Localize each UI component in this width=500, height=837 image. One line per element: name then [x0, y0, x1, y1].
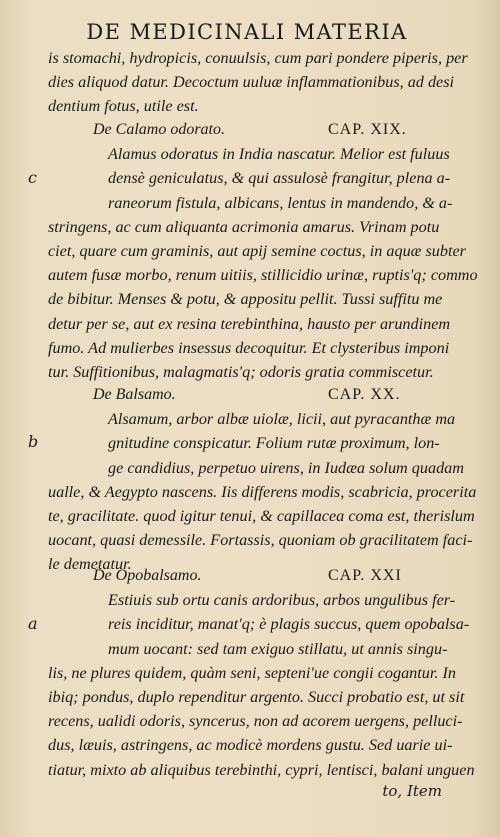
text-line: autem fusæ morbo, renum uitiis, stillicidio urinæ, ruptis'q; commo — [48, 266, 478, 285]
marginal-letter: b — [28, 432, 39, 451]
section-title: De Opobalsamo. — [93, 567, 202, 584]
marginal-letter: c — [28, 168, 37, 187]
text-line: reis inciditur, manat'q; è plagis succus, quem opobalsa- — [108, 615, 470, 634]
text-line: ge candidius, perpetuo uirens, in Iudæa solum quadam — [108, 458, 464, 477]
text-line: detur per se, aut ex resina terebinthina, hausto per arundinem — [48, 314, 451, 333]
text-line: de bibitur. Menses & potu, & appositu pellit. Tussi suffitu me — [48, 290, 443, 309]
text-line: densè geniculatus, & qui assulosè frangitur, plena a- — [108, 169, 451, 188]
section-heading — [48, 383, 463, 407]
text-line: Estiuis sub ortu canis ardoribus, arbos ungulibus fer- — [108, 591, 456, 610]
chapter-number: CAP. XIX. — [328, 121, 407, 138]
section-opobalsamo — [48, 564, 475, 782]
text-line: ualle, & Aegypto nascens. Iis differens modis, scabricia, procerita — [48, 482, 477, 501]
text-line: recens, ualidi odoris, syncerus, non ad acorem uergens, pelluci- — [48, 712, 463, 731]
section-heading — [48, 564, 463, 588]
text-line: Alamus odoratus in India nascatur. Melior est fuluus — [108, 145, 450, 164]
catchword: to, Item — [382, 782, 442, 800]
text-line: stringens, ac cum aliquanta acrimonia amarus. Vrinam potu — [48, 217, 440, 236]
text-line: mum uocant: sed tam exiguo stillatu, ut annis singu- — [108, 639, 448, 658]
text-line: tur. Suffitionibus, malagmatis'q; odoris gratia commiscetur. — [48, 362, 434, 381]
marginal-letter: a — [28, 614, 38, 633]
text-line: ibiq; pondus, duplo rependitur argento. Succi probatio est, ut sit — [48, 687, 465, 706]
text-line: dus, læuis, astringens, ac modicè mordens gustu. Sed uarie ui- — [48, 736, 453, 755]
text-line: lis, ne plures quidem, quàm seni, septeni'ue congii cogantur. In — [48, 663, 456, 682]
section-title: De Balsamo. — [93, 386, 176, 403]
section-balsamo — [48, 383, 477, 577]
text-line: dentium fotus, utile est. — [48, 97, 199, 116]
text-line: dies aliquod datur. Decoctum uuluæ inflammationibus, ad desi — [48, 73, 455, 92]
section-calamo — [48, 118, 478, 384]
section-title: De Calamo odorato. — [93, 121, 225, 138]
text-line: le demetatur. — [48, 555, 132, 574]
text-line: gnitudine conspicatur. Folium rutæ proximum, lon- — [108, 434, 440, 453]
text-line: te, gracilitate. quod igitur tenui, & capillacea coma est, therislum — [48, 506, 475, 525]
text-line: uocant, quasi demessile. Fortassis, quoniam ob gracilitatem faci- — [48, 531, 473, 550]
text-line: raneorum fistula, albicans, lentus in mandendo, & a- — [108, 193, 453, 212]
text-line: tiatur, mixto ab aliquibus terebinthi, cypri, lentisci, balani unguen — [48, 760, 475, 779]
running-head: DE MEDICINALI MATERIA — [86, 20, 408, 44]
text-line: fumo. Ad mulierbes insessus decoquitur. Et clysteribus imponi — [48, 338, 450, 357]
text-line: Alsamum, arbor albæ uiolæ, licii, aut pyracanthæ ma — [108, 410, 456, 429]
section-heading — [48, 118, 463, 142]
chapter-number: CAP. XX. — [328, 386, 401, 403]
text-line: is stomachi, hydropicis, conuulsis, cum pari pondere piperis, per — [48, 49, 468, 67]
text-line: ciet, quare cum graminis, aut apij semine coctus, in aquæ subter — [48, 241, 466, 260]
chapter-number: CAP. XXI — [328, 567, 402, 584]
intro-text — [48, 46, 468, 119]
